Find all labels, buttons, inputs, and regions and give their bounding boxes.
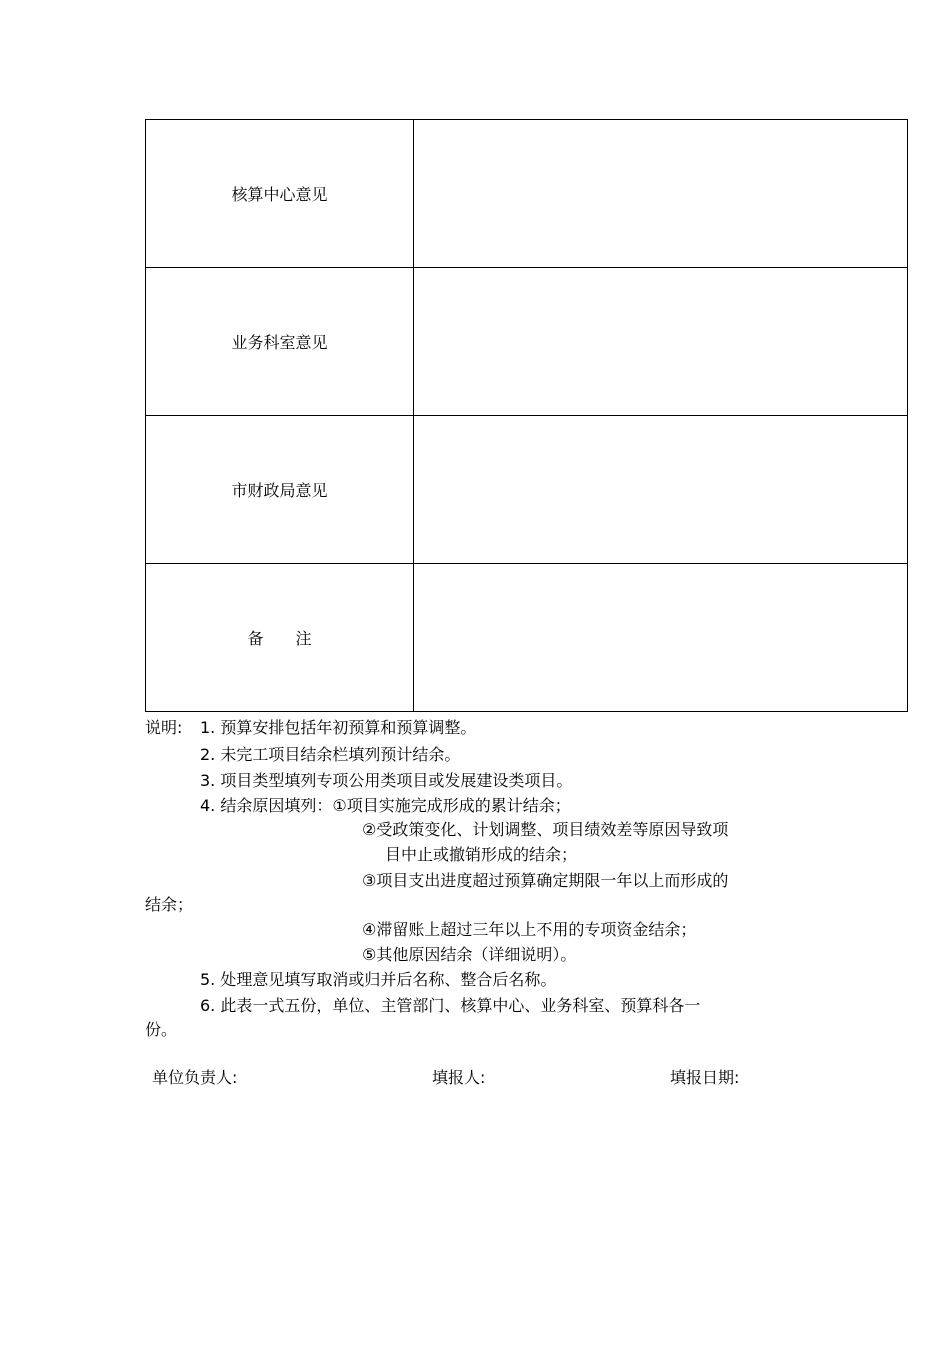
note-item-5: 5. 处理意见填写取消或归并后名称、整合后名称。	[200, 970, 557, 989]
table-row	[146, 120, 908, 268]
table-row	[146, 416, 908, 564]
note-item-4-sub-5: ⑤其他原因结余（详细说明）。	[362, 945, 577, 964]
table-row	[146, 564, 908, 712]
unit-head-label: 单位负责人:	[152, 1068, 238, 1087]
finance-bureau-opinion-label: 市财政局意见	[146, 416, 414, 564]
accounting-center-opinion-label: 核算中心意见	[146, 120, 414, 268]
business-dept-opinion-field[interactable]	[414, 268, 908, 416]
finance-bureau-opinion-field[interactable]	[414, 416, 908, 564]
accounting-center-opinion-field[interactable]	[414, 120, 908, 268]
note-item-6: 6. 此表一式五份，单位、主管部门、核算中心、业务科室、预算科各一	[200, 996, 701, 1015]
note-item-4: 4. 结余原因填列：①项目实施完成形成的累计结余；	[200, 796, 571, 815]
remarks-field[interactable]	[414, 564, 908, 712]
note-item-3: 3. 项目类型填列专项公用类项目或发展建设类项目。	[200, 771, 573, 790]
notes-prefix: 说明:	[145, 718, 183, 737]
note-item-2: 2. 未完工项目结余栏填列预计结余。	[200, 745, 461, 764]
note-item-4-sub-3-cont: 结余；	[145, 895, 194, 914]
note-item-4-sub-2-cont: 目中止或撤销形成的结余；	[385, 845, 578, 864]
filler-label: 填报人:	[432, 1068, 486, 1087]
table-row	[146, 268, 908, 416]
note-item-4-sub-2: ②受政策变化、计划调整、项目绩效差等原因导致项	[362, 820, 729, 839]
note-item-1: 1. 预算安排包括年初预算和预算调整。	[200, 718, 477, 737]
remarks-label: 备 注	[146, 564, 414, 712]
fill-date-label: 填报日期:	[670, 1068, 740, 1087]
note-item-4-sub-3: ③项目支出进度超过预算确定期限一年以上而形成的	[362, 871, 729, 890]
note-item-4-sub-4: ④滞留账上超过三年以上不用的专项资金结余；	[362, 920, 697, 939]
business-dept-opinion-label: 业务科室意见	[146, 268, 414, 416]
note-item-6-cont: 份。	[145, 1020, 178, 1039]
approval-table	[145, 119, 908, 712]
